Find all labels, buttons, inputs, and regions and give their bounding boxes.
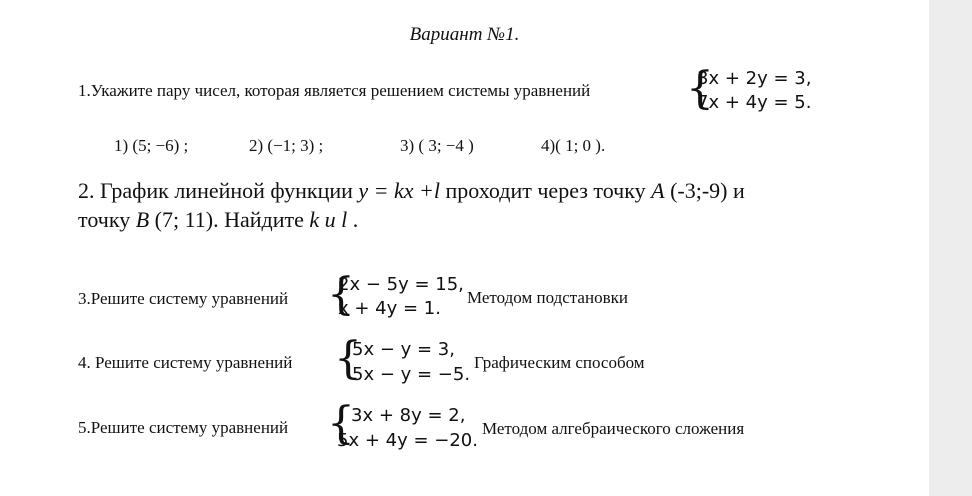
q4-text: 4. Решите систему уравнений — [78, 353, 293, 372]
q1-equation-2: 7x + 4y = 5. — [697, 92, 812, 113]
q4-equation-1: 5x − y = 3, — [352, 339, 455, 360]
q1-brace: { — [686, 63, 714, 114]
q1-option-4: 4)( 1; 0 ). — [541, 136, 606, 155]
q2-part-2: проходит через точку — [440, 178, 652, 203]
variant-title: Вариант №1. — [409, 24, 520, 45]
q2-point-b: (7; 11). Найдите — [149, 207, 310, 232]
q3-method: Методом подстановки — [467, 288, 628, 307]
q1-text: 1.Укажите пару чисел, которая является решением системы уравнений — [78, 81, 591, 100]
q5-text: 5.Решите систему уравнений — [78, 418, 289, 437]
q5-brace: { — [327, 398, 355, 449]
q3-brace: { — [327, 269, 355, 320]
q2-point-b-name: B — [135, 207, 150, 232]
q2-function: y = kx +l — [358, 178, 441, 203]
q4-brace: { — [334, 333, 362, 384]
q4-equation-2-line — [352, 364, 470, 385]
q2-point-a-name: A — [651, 178, 665, 203]
q4-method: Графическим способом — [474, 353, 645, 372]
q2-line-1 — [78, 178, 745, 204]
q2-line-2 — [78, 207, 358, 233]
q2-end: . — [347, 207, 359, 232]
page-gutter — [929, 0, 972, 496]
q3-equation-1: 2x − 5y = 15, — [338, 274, 464, 295]
q5-equation-2: 5x + 4y = −20. — [337, 430, 478, 451]
q1-option-1: 1) (5; −6) ; — [114, 136, 189, 155]
q4-equation-2: 5x − y = −5 — [352, 364, 465, 385]
q1-equation-1: 3x + 2y = 3, — [697, 68, 812, 89]
q2-point-a: (-3;-9) и — [664, 178, 745, 203]
q1-option-2: 2) (−1; 3) ; — [249, 136, 324, 155]
q5-method: Методом алгебраического сложения — [482, 419, 745, 438]
q2-part-1: 2. График линейной функции — [78, 178, 359, 203]
q1-option-3: 3) ( 3; −4 ) — [400, 136, 474, 155]
q2-variables: k u l — [309, 207, 348, 232]
q3-text: 3.Решите систему уравнений — [78, 289, 289, 308]
q5-equation-1: 3x + 8y = 2, — [351, 405, 466, 426]
q3-equation-2: x + 4y = 1. — [338, 298, 441, 319]
q2-part-3: точку — [78, 207, 136, 232]
q4-equation-2-end: . — [464, 364, 471, 385]
